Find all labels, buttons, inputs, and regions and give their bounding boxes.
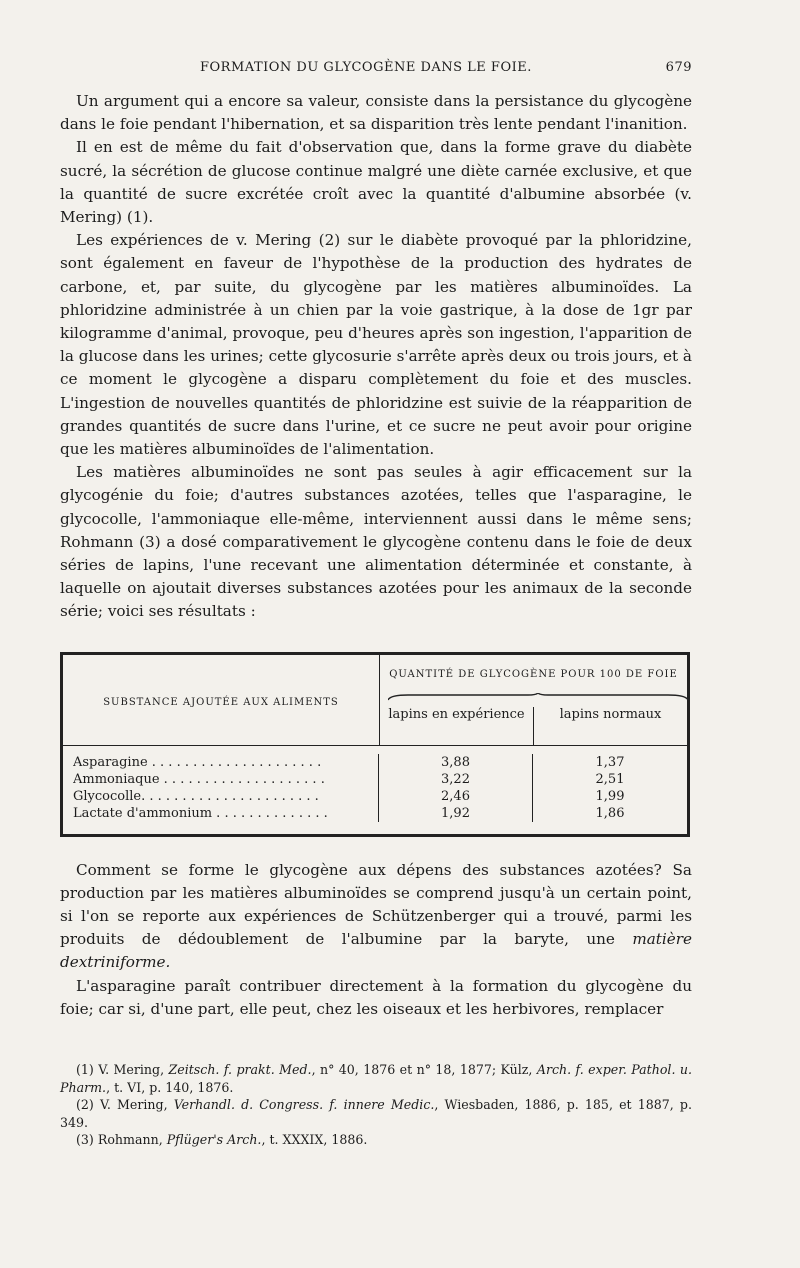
- substance-column-header: SUBSTANCE AJOUTÉE AUX ALIMENTS: [63, 655, 380, 745]
- table-cell-normal: 1,86: [595, 805, 625, 821]
- table-cell-experience: 1,92: [441, 805, 470, 821]
- table-cell-experience: 2,46: [441, 788, 470, 804]
- running-head: [60, 60, 692, 84]
- paragraph-2: Il en est de même du fait d'observation que, dans la forme grave du diabète sucré, la sécrétion de glucose continue malgré une diète carnée exclusive, et que la quantité de sucre excrétée croît avec la quantité d'albumine absorbée (v. Mering) (1).: [60, 138, 692, 227]
- table-row-name: Lactate d'ammonium . . . . . . . . . . . . . .: [73, 805, 328, 821]
- sub-header-normal: lapins normaux: [559, 706, 662, 722]
- footnote-1: [60, 1061, 692, 1096]
- normal-values: [533, 754, 687, 822]
- paragraph-6: L'asparagine paraît contribuer directement à la formation du glycogène du foie; car si, d'une part, elle peut, chez les oiseaux et les herbivores, remplacer: [60, 976, 692, 1018]
- quantity-column-header: [380, 655, 687, 745]
- table-cell-experience: 3,88: [441, 754, 470, 770]
- quantity-title: QUANTITÉ DE GLYCOGÈNE POUR 100 DE FOIE: [389, 668, 678, 680]
- table-cell-experience: 3,22: [441, 771, 470, 787]
- chapter-title: FORMATION DU GLYCOGÈNE DANS LE FOIE.: [200, 60, 532, 75]
- substance-names: [63, 754, 379, 822]
- paragraph-3: Les expériences de v. Mering (2) sur le diabète provoqué par la phloridzine, sont également en faveur de l'hypothèse de la production des hydrates de carbone, et, par suite, du glycogène par les matières albuminoïdes. La phloridzine administrée à un chien par la voie gastrique, à la dose de 1gr par kilogramme d'animal, provoque, peu d'heures après son ingestion, l'apparition de la glucose dans les urines; cette glycosurie s'arrête après deux ou trois jours, et à ce moment le glycogène a disparu complètement du foie et des muscles. L'ingestion de nouvelles quantités de phloridzine est suivie de la réapparition de grandes quantités de sucre dans l'urine, et ce sucre ne peut avoir pour origine que les matières albuminoïdes de l'alimentation.: [60, 231, 692, 459]
- table-row-name: Asparagine . . . . . . . . . . . . . . . . . . . . .: [73, 754, 322, 770]
- paragraph-5-italic: matière dextriniforme.: [60, 930, 692, 972]
- footnote-journal: Verhandl. d. Congress. f. innere Medic.: [173, 1097, 435, 1113]
- footnote-text: , Wiesbaden, 1886, p. 185, et 1887, p. 349.: [60, 1097, 692, 1130]
- footnote-journal: Arch. f. exper. Pathol. u. Pharm.: [60, 1062, 692, 1095]
- footnotes: [60, 1061, 692, 1149]
- page-number: 679: [665, 60, 692, 75]
- table-body: [63, 746, 687, 834]
- footnote-journal: Zeitsch. f. prakt. Med.: [168, 1062, 312, 1078]
- footnote-text: , t. VI, p. 140, 1876.: [106, 1079, 234, 1095]
- paragraph-1: Un argument qui a encore sa valeur, consiste dans la persistance du glycogène dans le foie pendant l'hibernation, et sa disparition très lente pendant l'inanition.: [60, 92, 692, 134]
- glycogen-table: [60, 652, 690, 837]
- footnote-text: (1) V. Mering,: [76, 1062, 169, 1078]
- footnote-2: [60, 1096, 692, 1131]
- paragraph-4: Les matières albuminoïdes ne sont pas seules à agir efficacement sur la glycogénie du foie; d'autres substances azotées, telles que l'asparagine, le glycocolle, l'ammoniaque elle-même, interviennent aussi dans le même sens; Rohmann (3) a dosé comparativement le glycogène contenu dans le foie de deux séries de lapins, l'une recevant une alimentation déterminée et constante, à laquelle on ajoutait diverses substances azotées pour les animaux de la seconde série; voici ses résultats :: [60, 463, 692, 621]
- experience-values: [379, 754, 533, 822]
- footnote-text: (2) V. Mering,: [76, 1097, 174, 1113]
- sub-header-experience: lapins en expérience: [380, 707, 534, 745]
- table-row-name: Ammoniaque . . . . . . . . . . . . . . . . . . . .: [73, 771, 325, 787]
- table-cell-normal: 1,37: [595, 754, 625, 770]
- sub-column-headers: [380, 707, 687, 745]
- footnote-text: , n° 40, 1876 et n° 18, 1877; Külz,: [311, 1062, 537, 1078]
- table-header: [63, 655, 687, 746]
- footnote-text: (3) Rohmann,: [76, 1132, 167, 1148]
- footnote-3: [60, 1131, 692, 1149]
- table-cell-normal: 1,99: [595, 788, 625, 804]
- table-cell-normal: 2,51: [595, 771, 625, 787]
- paragraph-5-text: Comment se forme le glycogène aux dépens des substances azotées? Sa production par les matières albuminoïdes se comprend jusqu'à un certain point, si l'on se reporte aux expériences de Schützenberger qui a trouvé, parmi les produits de dédoublement de l'albumine par la baryte, une: [60, 860, 692, 949]
- table-row-name: Glycocolle. . . . . . . . . . . . . . . . . . . . . .: [73, 788, 319, 804]
- footnote-text: , t. XXXIX, 1886.: [261, 1132, 368, 1148]
- paragraph-5: [60, 859, 692, 975]
- brace-icon: [388, 693, 688, 701]
- footnote-journal: Pflüger's Arch.: [166, 1132, 262, 1148]
- book-page: [60, 60, 692, 1149]
